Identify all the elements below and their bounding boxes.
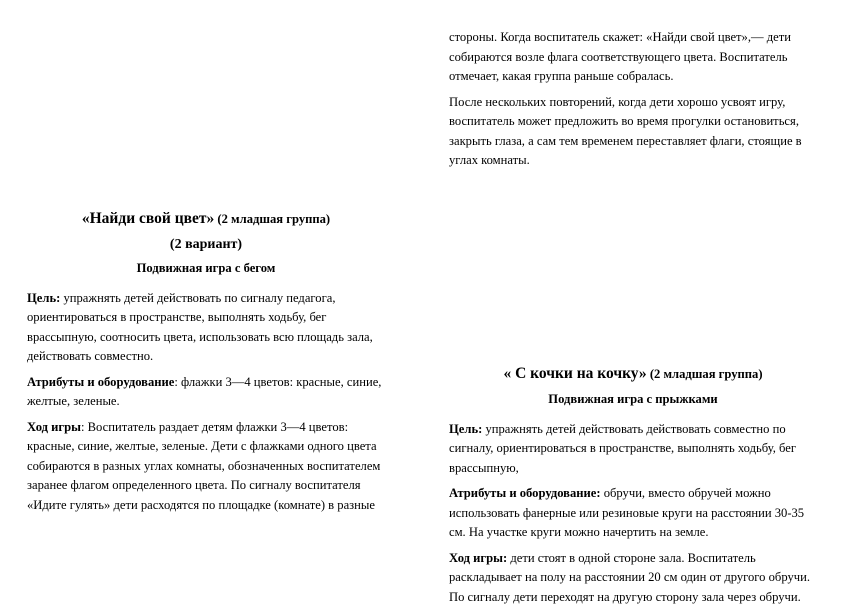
right-page xyxy=(449,28,817,613)
goal-label: Цель: xyxy=(449,421,483,436)
game-course-label: Ход игры: xyxy=(449,550,508,565)
title-text: « С кочки на кочку» xyxy=(503,364,647,382)
game-course-text: дети стоят в одной стороне зала. Воспитатель раскладывает на полу на расстоянии 20 см один от другого обручи. По сигналу дети переходят на другую сторону зала через обручи. xyxy=(449,550,810,604)
attributes-paragraph xyxy=(449,484,817,543)
attributes-label: Атрибуты и оборудование: xyxy=(449,486,601,500)
goal-text: упражнять детей действовать по сигналу педагога, ориентироваться в пространстве, выполнять ходьбу, бег врассыпную, соотносить цвета, использовать всю площадь зала, действовать совместно. xyxy=(27,290,373,363)
game-title-hummock xyxy=(449,364,817,385)
goal-paragraph xyxy=(27,289,385,367)
game-title-find-color xyxy=(27,209,385,230)
goal-text: упражнять детей действовать действовать совместно по сигналу, ориентироваться в пространстве, выполнять ходьбу, бег врассыпную, xyxy=(449,421,796,475)
group-text: (2 младшая группа) xyxy=(649,366,763,381)
genre-label: Подвижная игра с бегом xyxy=(136,261,276,275)
attributes-text: : флажки 3—4 цветов: красные, синие, желтые, зеленые. xyxy=(27,374,382,408)
left-page xyxy=(27,209,385,521)
game-course-text: : Воспитатель раздает детям флажки 3—4 цветов: красные, синие, желтые, зеленые. Дети с флажками одного цвета собираются в разных углах комнаты, обозначенных воспитателем заранее флагом определенного цвета. По сигналу воспитателя «Идите гулять» дети расходятся по площадке (комнате) в разные xyxy=(27,419,381,512)
group-text: (2 младшая группа) xyxy=(217,212,331,226)
attributes-label: Атрибуты и оборудование xyxy=(27,374,175,389)
goal-paragraph xyxy=(449,420,817,479)
game-course-paragraph xyxy=(449,549,817,608)
continuation-paragraph-2: После нескольких повторений, когда дети хорошо усвоят игру, воспитатель может предложить во время прогулки остановиться, закрыть глаза, а сам тем временем переставляет флаги, стоящие в углах комнаты. xyxy=(449,94,802,167)
continuation-paragraph: стороны. Когда воспитатель скажет: «Найди свой цвет»,— дети собираются возле флага соответствующего цвета. Воспитатель отмечает, какая группа раньше собралась. xyxy=(449,30,791,83)
game-course-paragraph xyxy=(27,418,385,516)
variant-label: (2 вариант) xyxy=(169,236,243,252)
attributes-text: обручи, вместо обручей можно использовать фанерные или резиновые круги на расстоянии 30-35 см. На участке круги можно начертить на земле. xyxy=(449,486,805,539)
goal-label: Цель: xyxy=(27,290,61,305)
game-course-label: Ход игры xyxy=(27,419,81,434)
title-text: «Найди свой цвет» xyxy=(81,210,215,227)
genre-label: Подвижная игра с прыжками xyxy=(548,392,718,406)
attributes-paragraph xyxy=(27,373,385,412)
